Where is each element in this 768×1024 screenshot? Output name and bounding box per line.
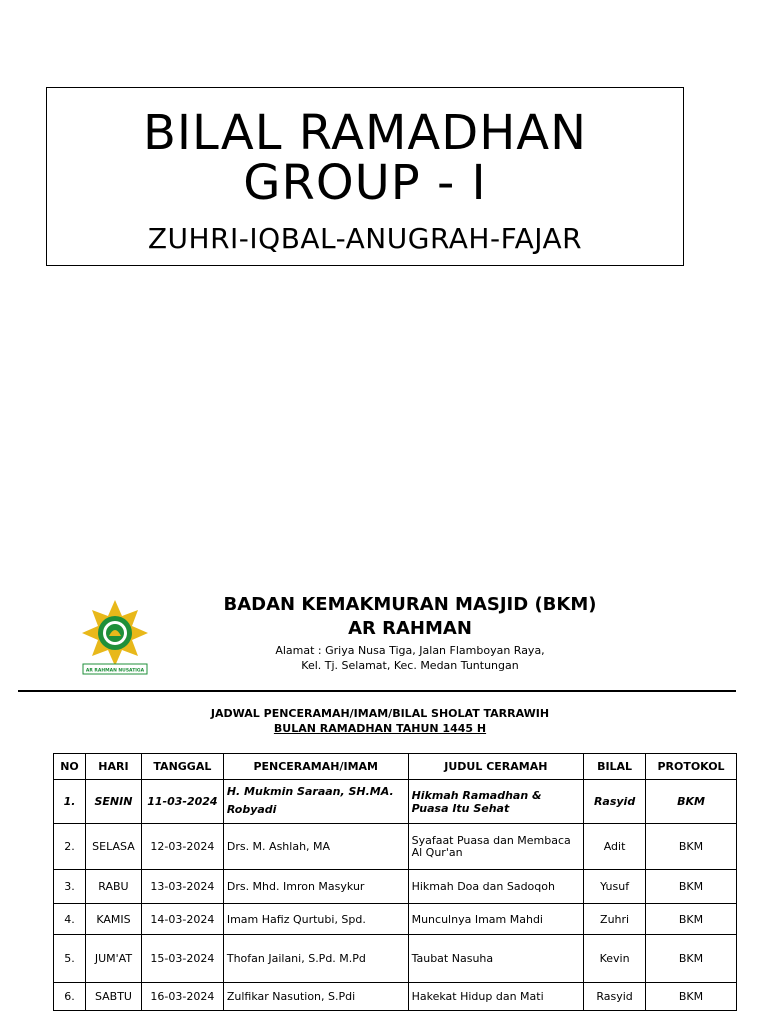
title-line-1: BILAL RAMADHAN bbox=[142, 105, 588, 161]
cell-penceramah-line-1: H. Mukmin Saraan, SH.MA. bbox=[226, 785, 394, 798]
cell-tanggal: 13-03-2024 bbox=[141, 870, 223, 904]
schedule-title-line-1: JADWAL PENCERAMAH/IMAM/BILAL SHOLAT TARRAWIH bbox=[210, 707, 550, 720]
cell-no: 2. bbox=[54, 824, 86, 870]
table-row bbox=[54, 870, 737, 904]
cell-protokol: BKM bbox=[646, 983, 737, 1011]
cell-judul-line-2: Puasa Itu Sehat bbox=[411, 801, 510, 815]
address-line-1: Alamat : Griya Nusa Tiga, Jalan Flamboyan Raya, bbox=[275, 644, 545, 657]
cell-protokol: BKM bbox=[646, 870, 737, 904]
cell-protokol: BKM bbox=[646, 824, 737, 870]
cell-bilal: Yusuf bbox=[584, 870, 646, 904]
cell-hari: SELASA bbox=[85, 824, 141, 870]
header-bilal: BILAL bbox=[584, 754, 646, 780]
cell-tanggal: 12-03-2024 bbox=[141, 824, 223, 870]
title-line-2: GROUP - I bbox=[243, 155, 487, 211]
cell-judul-line-2: Al Qur'an bbox=[411, 845, 463, 859]
table-row bbox=[54, 904, 737, 935]
cell-hari: SABTU bbox=[85, 983, 141, 1011]
cell-judul bbox=[408, 780, 584, 824]
org-name-line-2: AR RAHMAN bbox=[348, 618, 472, 639]
cell-no: 3. bbox=[54, 870, 86, 904]
table-row bbox=[54, 824, 737, 870]
cell-hari: SENIN bbox=[85, 780, 141, 824]
cell-no: 6. bbox=[54, 983, 86, 1011]
cell-no: 5. bbox=[54, 935, 86, 983]
cell-bilal: Rasyid bbox=[584, 983, 646, 1011]
header-no: NO bbox=[54, 754, 86, 780]
title-box bbox=[46, 87, 684, 266]
cell-judul: Munculnya Imam Mahdi bbox=[408, 904, 584, 935]
org-address bbox=[160, 643, 660, 673]
cell-judul bbox=[408, 824, 584, 870]
table-row bbox=[54, 983, 737, 1011]
address-line-2: Kel. Tj. Selamat, Kec. Medan Tuntungan bbox=[301, 659, 519, 672]
cell-bilal: Kevin bbox=[584, 935, 646, 983]
cell-no: 4. bbox=[54, 904, 86, 935]
cell-no: 1. bbox=[54, 780, 86, 824]
schedule-title bbox=[130, 706, 630, 736]
cell-penceramah: Thofan Jailani, S.Pd. M.Pd bbox=[223, 935, 408, 983]
header-tanggal: TANGGAL bbox=[141, 754, 223, 780]
schedule-title-line-2: BULAN RAMADHAN TAHUN 1445 H bbox=[273, 722, 487, 735]
cell-bilal: Adit bbox=[584, 824, 646, 870]
cell-bilal: Zuhri bbox=[584, 904, 646, 935]
table-header-row bbox=[54, 754, 737, 780]
header-hari: HARI bbox=[85, 754, 141, 780]
cell-judul: Hakekat Hidup dan Mati bbox=[408, 983, 584, 1011]
table-row bbox=[54, 780, 737, 824]
org-name bbox=[160, 593, 660, 641]
cell-tanggal: 15-03-2024 bbox=[141, 935, 223, 983]
header-judul: JUDUL CERAMAH bbox=[408, 754, 584, 780]
schedule-table bbox=[53, 753, 737, 1011]
cell-hari: JUM'AT bbox=[85, 935, 141, 983]
cell-penceramah: Imam Hafiz Qurtubi, Spd. bbox=[223, 904, 408, 935]
cell-penceramah bbox=[223, 780, 408, 824]
cell-hari: RABU bbox=[85, 870, 141, 904]
cell-penceramah-line-2: Robyadi bbox=[226, 803, 277, 816]
cell-judul: Hikmah Doa dan Sadoqoh bbox=[408, 870, 584, 904]
cell-judul-line-1: Hikmah Ramadhan & bbox=[411, 788, 542, 802]
cell-protokol: BKM bbox=[646, 935, 737, 983]
title-subtitle: ZUHRI-IQBAL-ANUGRAH-FAJAR bbox=[147, 222, 583, 255]
cell-judul: Taubat Nasuha bbox=[408, 935, 584, 983]
cell-judul-line-1: Syafaat Puasa dan Membaca bbox=[411, 833, 571, 847]
letterhead-divider bbox=[18, 690, 736, 692]
cell-penceramah: Drs. Mhd. Imron Masykur bbox=[223, 870, 408, 904]
cell-bilal: Rasyid bbox=[584, 780, 646, 824]
cell-tanggal: 11-03-2024 bbox=[141, 780, 223, 824]
header-protokol: PROTOKOL bbox=[646, 754, 737, 780]
header-penceramah: PENCERAMAH/IMAM bbox=[223, 754, 408, 780]
cell-hari: KAMIS bbox=[85, 904, 141, 935]
cell-protokol: BKM bbox=[646, 780, 737, 824]
cell-protokol: BKM bbox=[646, 904, 737, 935]
org-name-line-1: BADAN KEMAKMURAN MASJID (BKM) bbox=[223, 594, 597, 615]
cell-penceramah: Drs. M. Ashlah, MA bbox=[223, 824, 408, 870]
logo-caption: AR RAHMAN NUSATIGA bbox=[85, 668, 145, 674]
table-row bbox=[54, 935, 737, 983]
cell-penceramah: Zulfikar Nasution, S.Pdi bbox=[223, 983, 408, 1011]
mosque-logo-icon bbox=[80, 598, 150, 676]
cell-tanggal: 14-03-2024 bbox=[141, 904, 223, 935]
cell-tanggal: 16-03-2024 bbox=[141, 983, 223, 1011]
